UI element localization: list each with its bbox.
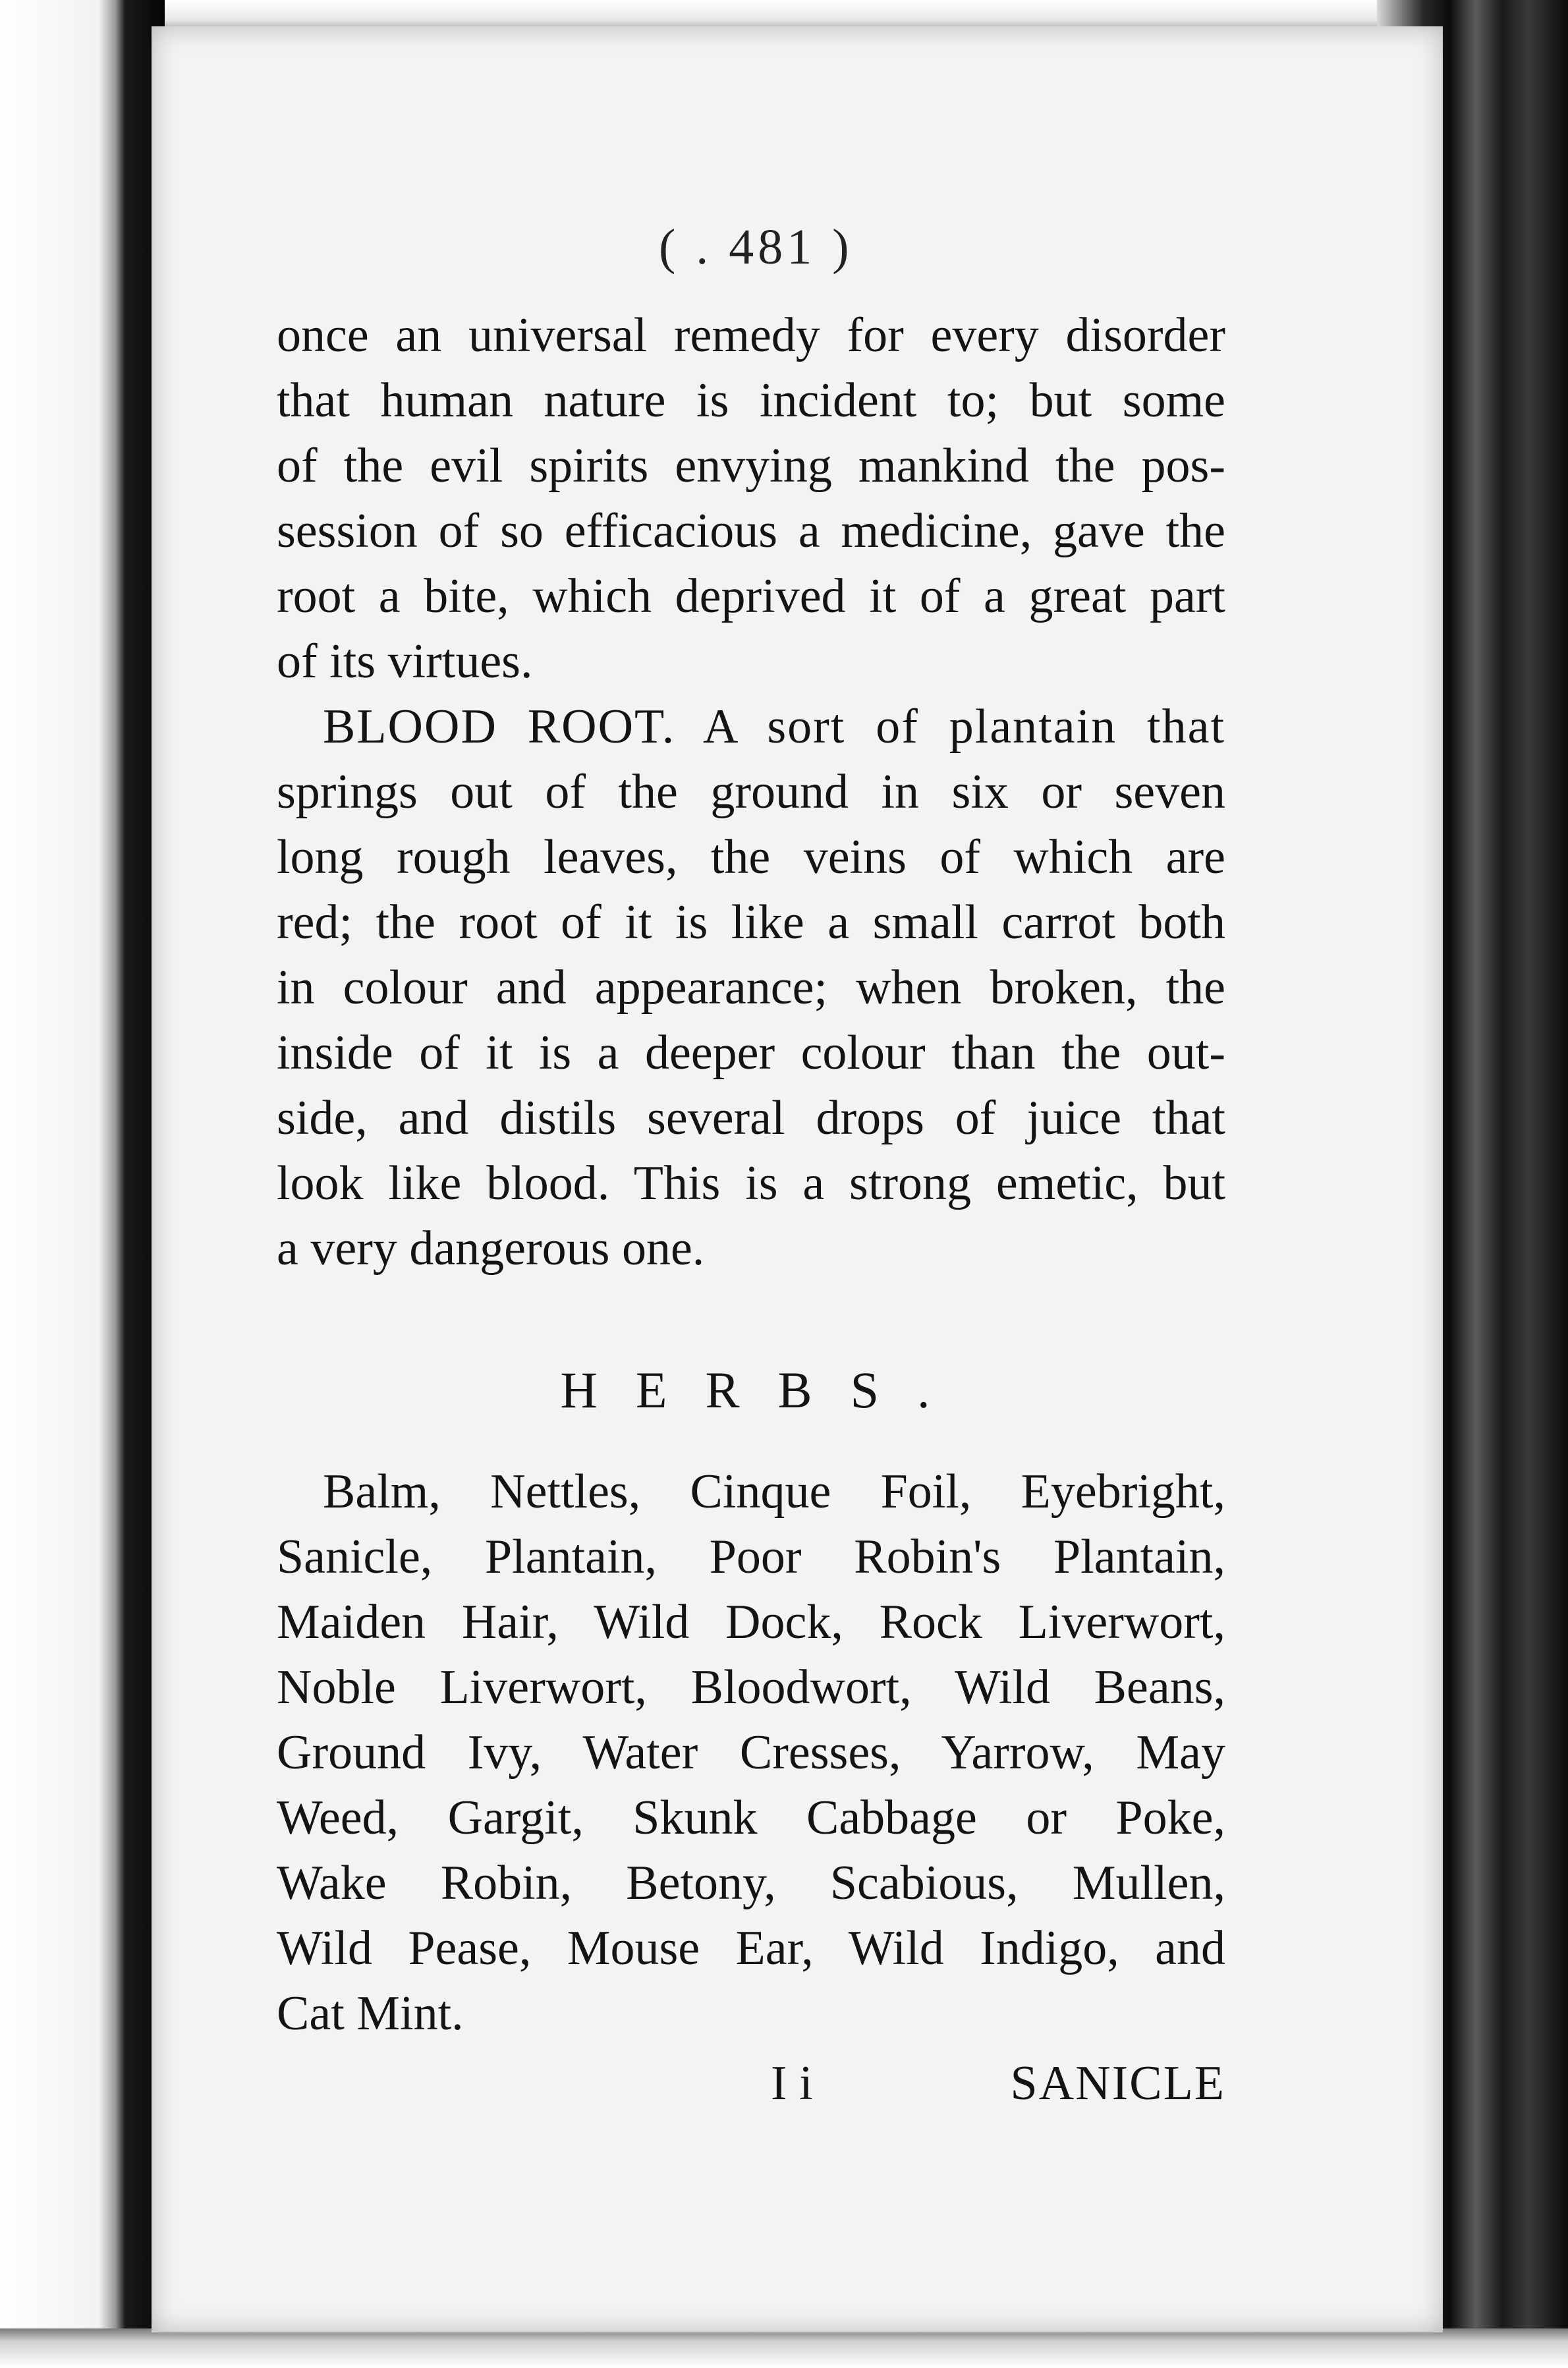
text-line: that human nature is incident to; but some <box>277 374 1225 428</box>
page-body <box>277 224 1225 2046</box>
text-line: Cat Mint. <box>277 1987 464 2041</box>
text-line: of the evil spirits envying mankind the pos- <box>277 439 1225 493</box>
text-line: Balm, Nettles, Cinque Foil, Eyebright, <box>323 1465 1225 1519</box>
text-line: springs out of the ground in six or seven <box>277 765 1225 819</box>
paragraph-herbs-list <box>277 1459 1225 2046</box>
text-line: of its virtues. <box>277 634 533 689</box>
text-line: BLOOD ROOT. A sort of plantain that <box>323 700 1225 754</box>
text-line: red; the root of it is like a small carrot both <box>277 895 1225 949</box>
text-line: Weed, Gargit, Skunk Cabbage or Poke, <box>277 1791 1225 1845</box>
text-line: in colour and appearance; when broken, the <box>277 961 1225 1015</box>
text-line: a very dangerous one. <box>277 1222 705 1276</box>
scan-border-left <box>0 0 165 2368</box>
paragraph-1 <box>277 303 1225 694</box>
text-line: Wake Robin, Betony, Scabious, Mullen, <box>277 1856 1225 1910</box>
catchword: SANICLE <box>1010 2056 1225 2110</box>
page-number: ( . 481 ) <box>659 219 853 275</box>
text-line: look like blood. This is a strong emetic, but <box>277 1156 1225 1210</box>
signature-mark: I i <box>771 2056 813 2110</box>
paragraph-blood-root <box>277 694 1225 1282</box>
text-line: once an universal remedy for every disorder <box>277 308 1225 362</box>
text-line: session of so efficacious a medicine, gave the <box>277 504 1225 558</box>
text-line: root a bite, which deprived it of a great part <box>277 569 1225 623</box>
book-page <box>152 26 1443 2332</box>
text-line: Noble Liverwort, Bloodwort, Wild Beans, <box>277 1660 1225 1714</box>
text-line: inside of it is a deeper colour than the out- <box>277 1026 1225 1080</box>
text-line: side, and distils several drops of juice that <box>277 1091 1225 1145</box>
text-line: long rough leaves, the veins of which are <box>277 830 1225 884</box>
text-line: Maiden Hair, Wild Dock, Rock Liverwort, <box>277 1595 1225 1649</box>
text-line: Sanicle, Plantain, Poor Robin's Plantain, <box>277 1530 1225 1584</box>
page-footer <box>277 2056 1225 2122</box>
section-heading: HERBS. <box>560 1361 968 1419</box>
text-line: Ground Ivy, Water Cresses, Yarrow, May <box>277 1726 1225 1780</box>
scan-border-bottom <box>0 2328 1568 2368</box>
text-line: Wild Pease, Mouse Ear, Wild Indigo, and <box>277 1921 1225 1975</box>
